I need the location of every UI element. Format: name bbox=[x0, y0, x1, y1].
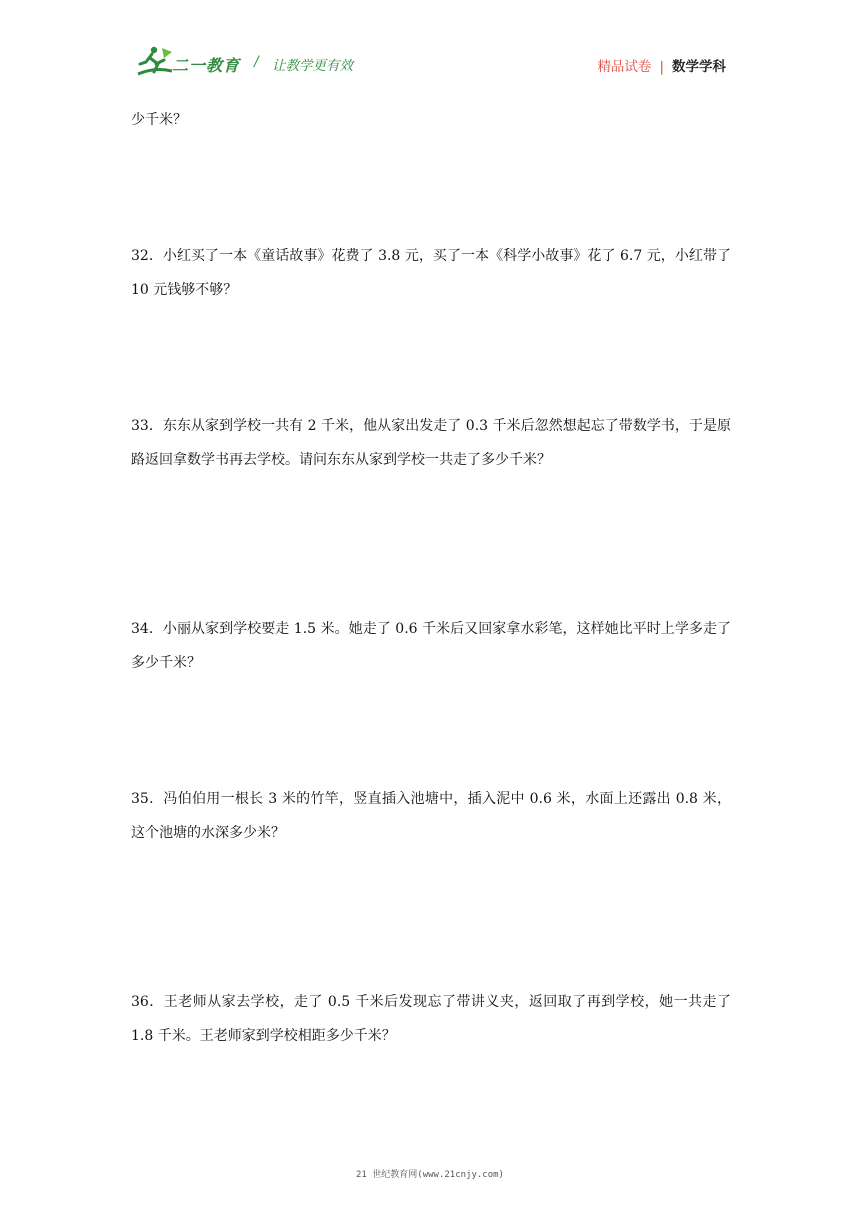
runner-logo-icon bbox=[134, 44, 174, 80]
page-footer: 21 世纪教育网(www.21cnjy.com) bbox=[356, 1170, 504, 1180]
tag-premium: 精品试卷 bbox=[597, 59, 652, 75]
page-header bbox=[0, 0, 860, 100]
header-tags bbox=[597, 55, 726, 75]
question-continued: 少千米？ bbox=[131, 112, 187, 128]
logo-slogan: 让教学更有效 bbox=[272, 58, 353, 74]
question-33: 33．东东从家到学校一共有 2 千米，他从家出发走了 0.3 千米后忽然想起忘了带数学书，于是原路返回拿数学书再去学校。请问东东从家到学校一共走了多少千米？ bbox=[131, 418, 731, 468]
logo-separator: / bbox=[254, 54, 259, 70]
question-35: 35．冯伯伯用一根长 3 米的竹竿，竖直插入池塘中，插入泥中 0.6 米，水面上还露出 0.8 米，这个池塘的水深多少米？ bbox=[131, 791, 731, 841]
question-32: 32．小红买了一本《童话故事》花费了 3.8 元，买了一本《科学小故事》花了 6.7 元，小红带了 10 元钱够不够？ bbox=[131, 248, 731, 298]
brand-logo bbox=[134, 44, 384, 84]
logo-text: 二一教育 bbox=[172, 56, 241, 75]
tag-subject: 数学学科 bbox=[672, 59, 726, 75]
question-34: 34．小丽从家到学校要走 1.5 米。她走了 0.6 千米后又回家拿水彩笔，这样她比平时上学多走了多少千米？ bbox=[131, 621, 731, 671]
question-36: 36．王老师从家去学校，走了 0.5 千米后发现忘了带讲义夹，返回取了再到学校，她一共走了 1.8 千米。王老师家到学校相距多少千米？ bbox=[131, 994, 731, 1044]
tag-divider: | bbox=[659, 59, 664, 75]
